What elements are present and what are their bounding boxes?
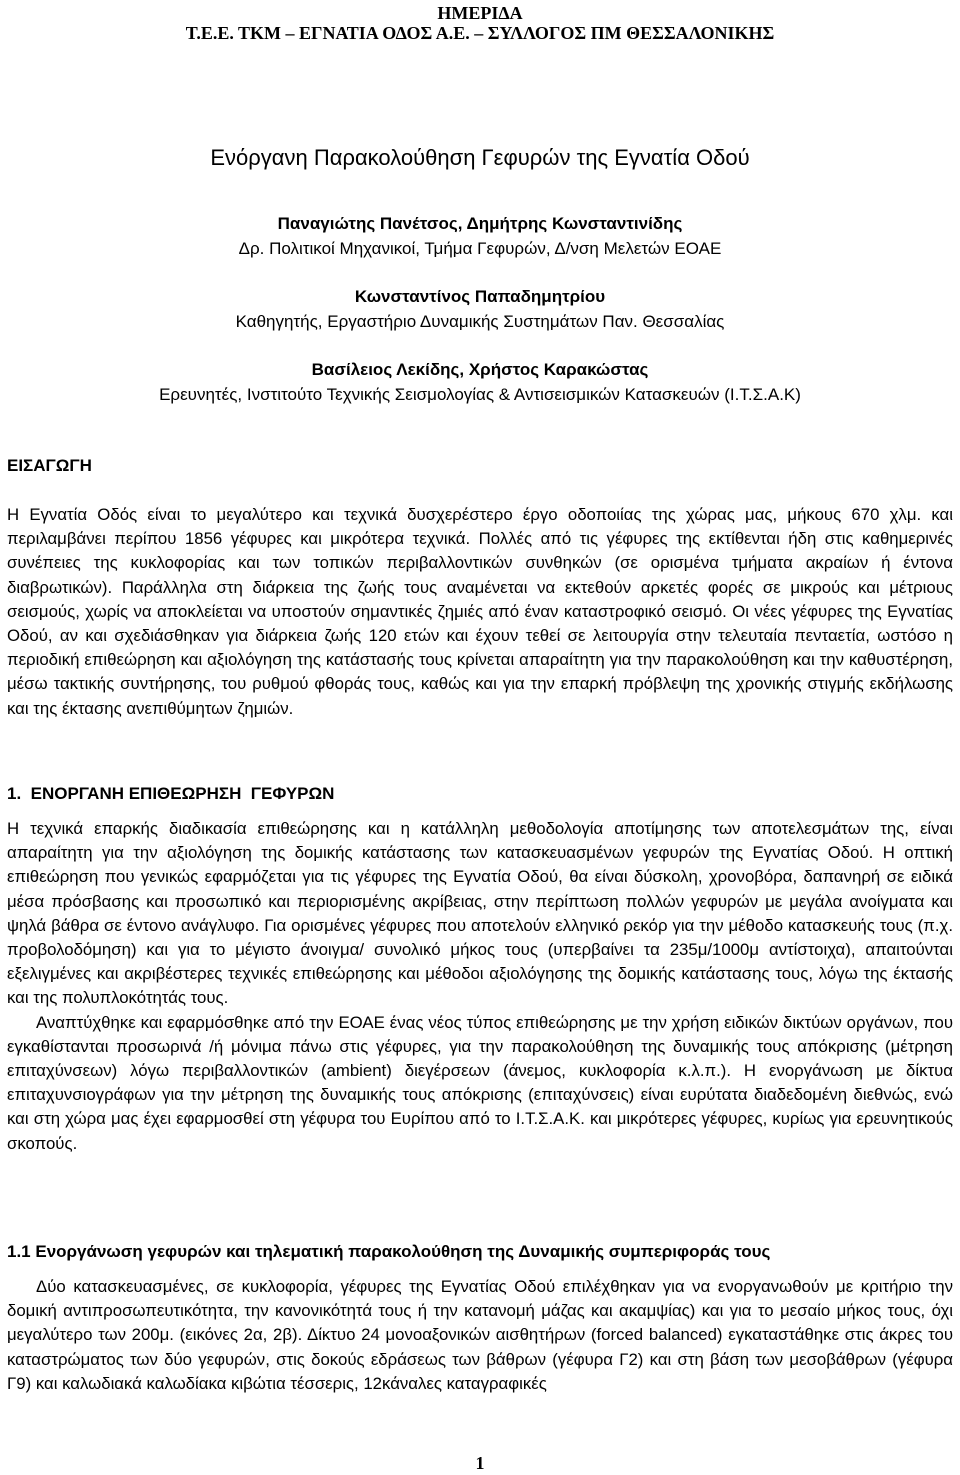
page-number: 1 — [475, 1453, 485, 1473]
section-1-paragraph-1: Η τεχνικά επαρκής διαδικασία επιθεώρησης και η κατάλληλη μεθοδολογία αποτίμησης των αποτελεσμάτων της, είναι απαραίτητη για την αξιολόγηση της δομικής κατάστασης των κατασκευασμένων γεφυρών της Εγνατίας Οδού. Η οπτική επιθεώρηση που γενικώς εφαρμόζεται για τις γέφυρες της Εγνατία Οδού, θα είναι δύσκολη, χρονοβόρα, δαπανηρή σε ειδικά μέσα πρόσβασης και προσωπικό και περιορισμένης ακρίβειας, στην περίπτωση πολλών γεφυρών με μεγάλα ανοίγματα και ψηλά βάθρα σε έντονο ανάγλυφο. Για ορισμένες γέφυρες που αποτελούν ελληνικό ρεκόρ για την μέθοδο κατασκευής τους (π.χ. προβολοδόμηση) και για το μέγιστο άνοιγμα/ συνολικό μήκος τους (υπερβαίνει τα 235μ/1000μ αντίστοιχα), απαιτούνται εξελιγμένες και ακριβέστερες τεχνικές επιθεώρησης και μέθοδοι αξιολόγησης της δομικής κατάστασης τους, λόγω της έκτασής και της πολυπλοκότητάς τους. — [7, 819, 953, 1008]
intro-body — [7, 503, 953, 721]
header-event: ΗΜΕΡΙΔΑ — [437, 3, 523, 23]
section-1-body — [7, 817, 953, 1156]
section-1-1-paragraph-1: Δύο κατασκευασμένες, σε κυκλοφορία, γέφυρες της Εγνατίας Οδού επιλέχθηκαν για να ενοργανωθούν με κριτήριο την δομική αντιπροσωπευτικότητα, την κανονικότητά τους ή την κατανομή μάζας και ακαμψίας) και για το μεσαίο μήκος τους, όχι μεγαλύτερο των 200μ. (εικόνες 2α, 2β). Δίκτυο 24 μονοαξονικών αισθητήρων (forced balanced) εγκαταστάθηκε στις άκρες του καταστρώματος των δύο γεφυρών, στις δοκούς εδράσεως των βάθρων (γέφυρα Γ2) και στη βάση των μεσοβάθρων (γέφυρα Γ9) και καλωδιακά καλωδίακα κιβώτια τέσσερις, 12κάναλες καταγραφικές — [7, 1277, 953, 1393]
header-organizers: Τ.Ε.Ε. ΤΚΜ – ΕΓΝΑΤΙΑ ΟΔΟΣ Α.Ε. – ΣΥΛΛΟΓΟΣ ΠΜ ΘΕΣΣΑΛΟΝΙΚΗΣ — [185, 23, 775, 43]
section-heading-1-1: 1.1 Ενοργάνωση γεφυρών και τηλεματική παρακολούθηση της Δυναμικής συμπεριφοράς τους — [7, 1242, 771, 1261]
author-affiliation-1: Δρ. Πολιτικοί Μηχανικοί, Τμήμα Γεφυρών, Δ/νση Μελετών ΕΟΑΕ — [238, 239, 722, 258]
author-names-3: Βασίλειος Λεκίδης, Χρήστος Καρακώστας — [311, 360, 649, 379]
section-heading-intro: ΕΙΣΑΓΩΓΗ — [7, 456, 92, 475]
author-names-1: Παναγιώτης Πανέτσος, Δημήτρης Κωνσταντινίδης — [277, 214, 683, 233]
author-names-2: Κωνσταντίνος Παπαδημητρίου — [354, 287, 606, 306]
section-1-paragraph-2: Αναπτύχθηκε και εφαρμόσθηκε από την ΕΟΑΕ ένας νέος τύπος επιθεώρησης με την χρήση ειδικών δικτύων οργάνων, που εγκαθίστανται προσωρινά /ή μόνιμα πάνω στις γέφυρες, για την παρακολούθηση της δυναμικής τους απόκρισης (μέτρηση επιταχύνσεων) λόγω περιβαλλοντικών (ambient) διεγέρσεων (άνεμος, κυκλοφορία κ.λ.π.). Η ενοργάνωση με δίκτυα επιταχυνσιογράφων για την μέτρηση της δυναμικής τους απόκρισης (επιταχύνσεις) είναι ευρύτατα διαδεδομένη διεθνώς, ενώ και στη χώρα μας έχει εφαρμοσθεί στη γέφυρα του Ευρίπου από το Ι.Τ.Σ.Α.Κ. και μικρότερες γέφυρες, κυρίως για ερευνητικούς σκοπούς. — [7, 1012, 953, 1153]
section-heading-1: 1. ΕΝΟΡΓΑΝΗ ΕΠΙΘΕΩΡΗΣΗ ΓΕΦΥΡΩΝ — [7, 784, 335, 803]
intro-paragraph: Η Εγνατία Οδός είναι το μεγαλύτερο και τεχνικά δυσχερέστερο έργο οδοποιίας της χώρας μας, μήκους 670 χλμ. και περιλαμβάνει περίπου 1856 γέφυρες και μικρότερα τεχνικά. Πολλές από τις γέφυρες της εκτίθενται ήδη στις καθημερινές συνέπειες της κυκλοφορίας και των τοπικών περιβαλλοντικών συνθηκών (σε ορισμένα τμήματα ακραίων ή έντονα διαβρωτικών). Παράλληλα στη διάρκεια της ζωής τους αναμένεται να εκτεθούν αρκετές φορές σε μικρούς και μέτριους σεισμούς, χωρίς να αποκλείεται να υποστούν σημαντικές ζημιές από έναν καταστροφικό σεισμό. Οι νέες γέφυρες της Εγνατίας Οδού, αν και σχεδιάσθηκαν για διάρκεια ζωής 120 ετών και έχουν τεθεί σε λειτουργία στην τελευταία πενταετία, ωστόσο η περιοδική επιθεώρηση και αξιολόγηση της κατάστασής τους κρίνεται απαραίτητη για την παρακολούθηση και την καθυστέρηση, μέσω τακτικής συντήρησης, του ρυθμού φθοράς τους, καθώς και για την επαρκή πρόβλεψη της χρονικής στιγμής εκδήλωσης και της έκτασης ανεπιθύμητων ζημιών. — [7, 505, 953, 718]
section-1-1-body — [7, 1275, 953, 1396]
author-affiliation-3: Ερευνητές, Ινστιτούτο Τεχνικής Σεισμολογίας & Αντισεισμικών Κατασκευών (Ι.Τ.Σ.Α.Κ) — [159, 385, 801, 404]
paper-title: Ενόργανη Παρακολούθηση Γεφυρών της Εγνατία Οδού — [210, 145, 750, 170]
author-affiliation-2: Καθηγητής, Εργαστήριο Δυναμικής Συστημάτων Παν. Θεσσαλίας — [235, 312, 725, 331]
